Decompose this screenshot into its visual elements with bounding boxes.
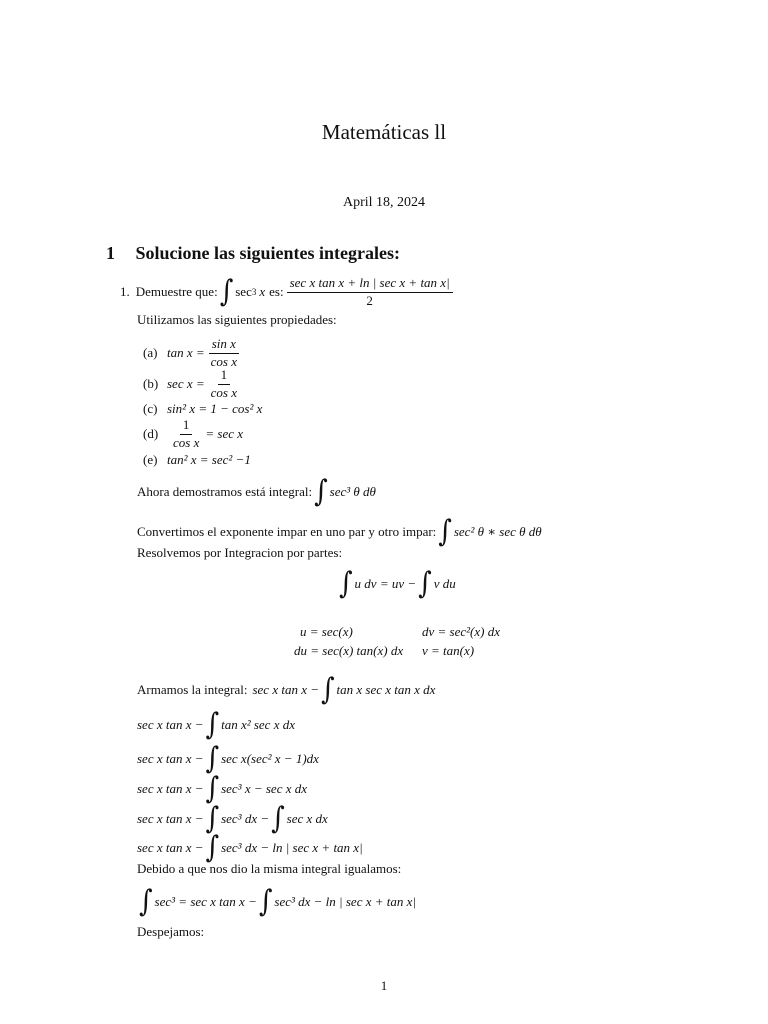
property-num: sin x — [209, 337, 239, 354]
equation-line — [137, 884, 416, 920]
parts-formula — [337, 566, 456, 602]
equation-lhs: sec³ = sec x tan x − — [154, 894, 257, 909]
property-den: cos x — [173, 434, 200, 450]
integral-sign: ∫ — [219, 275, 234, 310]
property-label: (e) — [143, 452, 158, 467]
fraction-denominator: 2 — [366, 292, 373, 308]
step-2 — [137, 741, 319, 777]
integral-sign: ∫ — [438, 514, 452, 550]
integral-sign: ∫ — [205, 741, 220, 777]
property-lhs: sec x = — [167, 376, 205, 392]
integrand-var: x — [259, 284, 266, 300]
step-post: sec x(sec² x − 1)dx — [221, 751, 319, 766]
now-prove-line — [137, 474, 376, 510]
integrand: sec — [235, 284, 252, 300]
item-1-fraction — [287, 276, 453, 309]
assemble-text: Armamos la integral: — [137, 682, 248, 697]
uv-u: u = sec(x) — [300, 624, 353, 639]
item-1-marker: 1. — [120, 284, 130, 300]
property-e — [143, 452, 251, 468]
step-post: tan x² sec x dx — [221, 717, 295, 732]
fraction-numerator: sec x tan x + ln | sec x + tan x| — [287, 276, 453, 293]
step-4 — [137, 801, 328, 837]
step-pre: sec x tan x − — [137, 840, 204, 855]
integral-sign: ∫ — [314, 474, 328, 510]
uv-du: du = sec(x) tan(x) dx — [294, 643, 404, 658]
convert-expr: sec² θ ∗ sec θ dθ — [453, 524, 542, 539]
property-label: (b) — [143, 376, 159, 392]
integral-sign: ∫ — [418, 566, 432, 602]
property-b — [143, 368, 243, 401]
property-label: (c) — [143, 401, 158, 416]
now-prove-text: Ahora demostramos está integral: — [137, 484, 313, 499]
step-post2: sec x dx — [286, 811, 328, 826]
property-label: (d) — [143, 426, 159, 442]
item-1-intro: Demuestre que: — [135, 284, 218, 300]
assemble-line — [137, 672, 436, 708]
convert-line — [137, 514, 542, 550]
step-pre: sec x tan x − — [137, 751, 204, 766]
item-1-es: es: — [269, 284, 284, 300]
document-title: Matemáticas ll — [321, 120, 447, 144]
parts-lhs: u dv = uv − — [354, 576, 417, 591]
property-d — [143, 418, 243, 451]
step-3 — [137, 771, 308, 807]
step-post: sec³ dx − ln | sec x + tan x| — [221, 840, 363, 855]
property-text: sin² x = 1 − cos² x — [167, 401, 263, 416]
integral-sign: ∫ — [271, 801, 285, 837]
integral-sign: ∫ — [139, 884, 153, 920]
property-den: cos x — [210, 353, 238, 369]
now-prove-expr: sec³ θ dθ — [329, 484, 376, 499]
document-date: April 18, 2024 — [342, 195, 426, 210]
property-c — [143, 401, 262, 417]
property-num: 1 — [180, 418, 193, 435]
page-number: 1 — [380, 978, 388, 993]
integral-sign: ∫ — [205, 801, 220, 837]
step-post: sec³ x − sec x dx — [221, 781, 308, 796]
convert-text: Convertimos el exponente impar en uno par y otro impar: — [137, 524, 437, 539]
integral-sign: ∫ — [205, 830, 220, 866]
property-num: 1 — [218, 368, 231, 385]
integral-sign: ∫ — [205, 707, 220, 743]
step-post: sec³ dx − — [221, 811, 270, 826]
uv-dv: dv = sec²(x) dx — [422, 624, 500, 639]
property-a — [143, 337, 243, 370]
item-1: 1. Demuestre que: ∫ sec 3 x es: $\frac{\text{sec x tan x + ln | sec x + tan x|}}{2}$ — [120, 276, 456, 309]
integral-sign: ∫ — [339, 566, 353, 602]
step-pre: sec x tan x − — [137, 717, 204, 732]
step-1 — [137, 707, 295, 743]
clear-text: Despejamos: — [137, 924, 205, 939]
property-rhs: = sec x — [205, 426, 244, 442]
assemble-post: tan x sec x tan x dx — [336, 682, 436, 697]
integral-sign: ∫ — [321, 672, 335, 708]
step-pre: sec x tan x − — [137, 781, 204, 796]
integral-sign: ∫ — [258, 884, 273, 920]
section-title: Solucione las siguientes integrales: — [135, 243, 400, 263]
uv-v: v = tan(x) — [422, 643, 475, 658]
props-intro: Utilizamos las siguientes propiedades: — [137, 312, 337, 327]
section-heading — [106, 243, 400, 264]
since-text: Debido a que nos dio la misma integral igualamos: — [137, 861, 402, 876]
property-label: (a) — [143, 345, 158, 361]
section-number: 1 — [106, 243, 115, 263]
parts-rhs: v du — [433, 576, 456, 591]
assemble-pre: sec x tan x − — [252, 682, 319, 697]
step-pre: sec x tan x − — [137, 811, 204, 826]
equation-rhs: sec³ dx − ln | sec x + tan x| — [274, 894, 416, 909]
property-lhs: tan x = — [167, 345, 205, 361]
step-5 — [137, 830, 363, 866]
resolve-text: Resolvemos por Integracion por partes: — [137, 545, 343, 560]
property-text: tan² x = sec² −1 — [167, 452, 251, 467]
property-den: cos x — [210, 384, 238, 400]
integral-sign: ∫ — [205, 771, 220, 807]
